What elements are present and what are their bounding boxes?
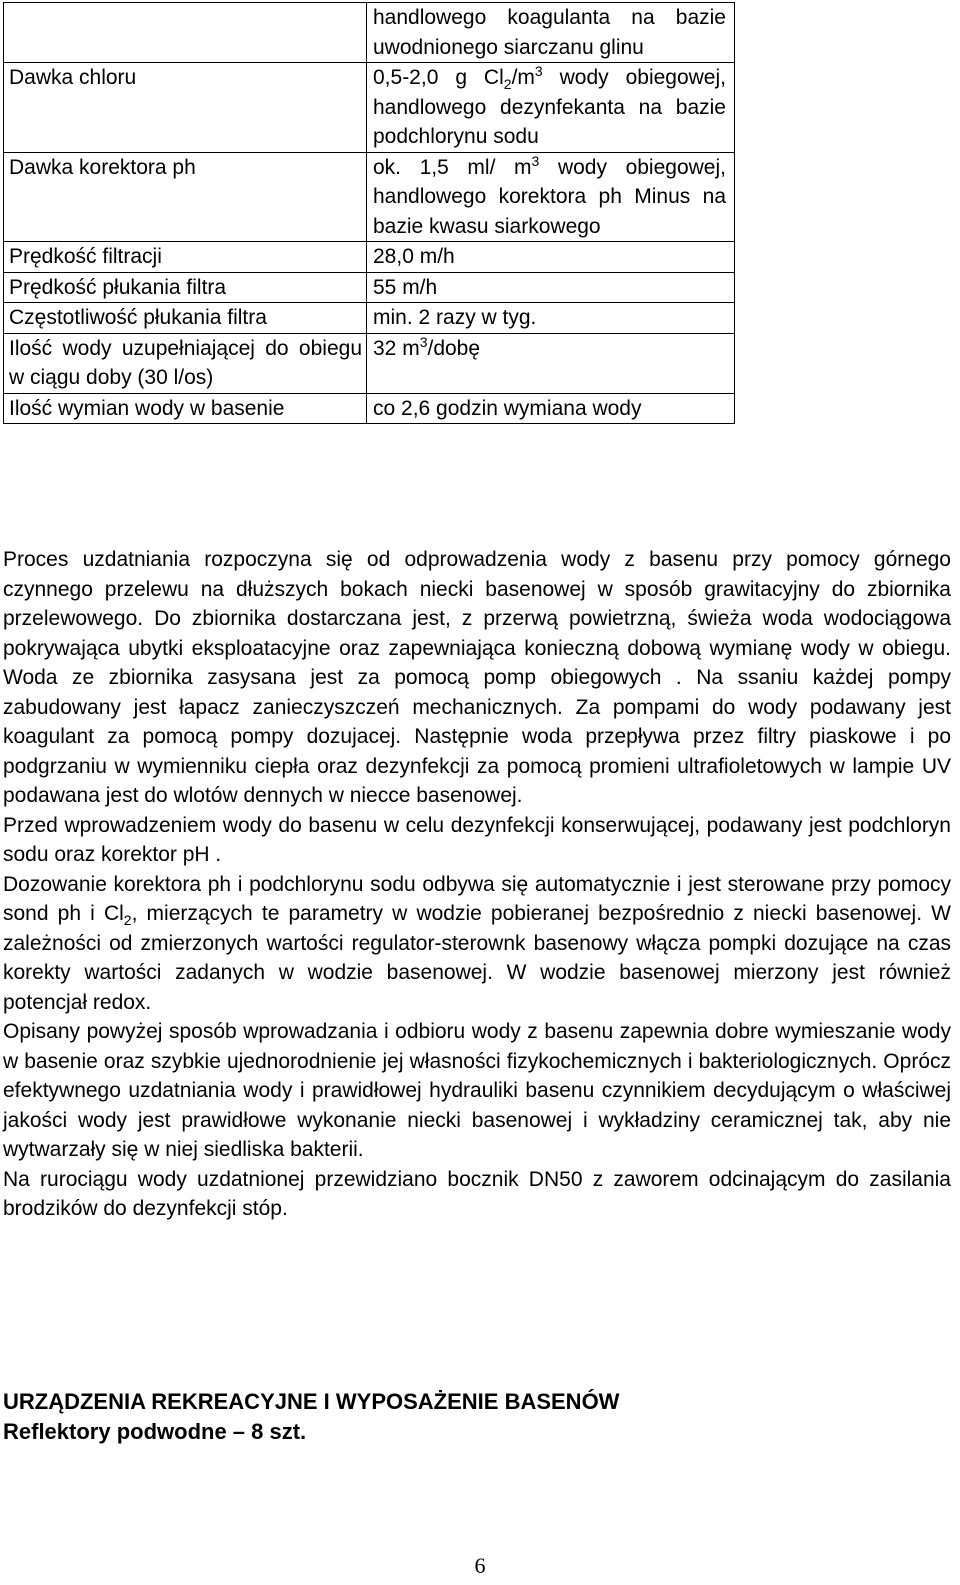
section-title: URZĄDZENIA REKREACYJNE I WYPOSAŻENIE BASENÓW: [3, 1389, 620, 1414]
table-row: [4, 152, 735, 242]
superscript: 3: [419, 333, 428, 350]
value-text: ok. 1,5 ml/ m: [373, 155, 532, 179]
table-cell-value: co 2,6 godzin wymiana wody: [367, 393, 735, 424]
subscript: 2: [123, 912, 132, 929]
table-cell-label: Ilość wody uzupełniającej do obiegu w ciągu doby (30 l/os): [4, 333, 367, 393]
table-row: [4, 393, 735, 424]
table-row: [4, 63, 735, 153]
table-cell-label: Dawka chloru: [4, 63, 367, 153]
parameters-table: [3, 2, 735, 424]
table-row: [4, 272, 735, 303]
value-text: wody obiegowej, handlowego dezynfekanta na bazie podchlorynu sodu: [373, 66, 726, 148]
table-cell-value: [367, 63, 735, 153]
paragraph: Przed wprowadzeniem wody do basenu w celu dezynfekcji konserwującej, podawany jest podchloryn sodu oraz korektor pH .: [3, 813, 951, 866]
page-number: 6: [474, 1553, 486, 1578]
section-heading: [3, 1387, 951, 1447]
paragraph: [3, 870, 951, 1018]
table-cell-value: [367, 152, 735, 242]
table-cell-label: Dawka korektora ph: [4, 152, 367, 242]
superscript: 3: [534, 63, 543, 79]
table-row: [4, 333, 735, 393]
table-row: [4, 3, 735, 63]
table-cell-value: 28,0 m/h: [367, 242, 735, 273]
superscript: 3: [531, 152, 540, 169]
section-subtitle: Reflektory podwodne – 8 szt.: [3, 1419, 307, 1444]
value-text: wody obiegowej, handlowego korektora ph Minus na bazie kwasu siarkowego: [373, 155, 726, 238]
value-text: 32 m: [373, 336, 420, 360]
paragraph: Opisany powyżej sposób wprowadzania i odbioru wody z basenu zapewnia dobre wymieszanie wody w basenie oraz szybkie ujednorodnienie jej własności fizykochemicznych i bakteriologicznych. Oprócz efektywnego uzdatniania wody i prawidłowej hydrauliki basenu czynnikiem decydującym o właściwej jakości wody jest prawidłowe wykonanie niecki basenowej i wykładziny ceramicznej tak, aby nie wytwarzały się w niej siedliska bakterii.: [3, 1020, 951, 1161]
table-cell-value: [367, 333, 735, 393]
table-row: [4, 242, 735, 273]
subscript: 2: [503, 76, 512, 93]
table-cell-label: Prędkość filtracji: [4, 242, 367, 273]
body-text: [3, 545, 951, 1224]
paragraph-text: Dozowanie korektora ph i podchlorynu sodu odbywa się automatycznie i jest sterowane przy pomocy sond ph i Cl: [3, 872, 951, 925]
table-cell-label: Ilość wymian wody w basenie: [4, 393, 367, 424]
table-row: [4, 303, 735, 334]
table-cell-label: [4, 3, 367, 63]
paragraph-text: , mierzących te parametry w wodzie pobieranej bezpośrednio z niecki basenowej. W zależności od zmierzonych wartości regulator-sterownk basenowy włącza pompki dozujące na czas korekty wartości zadanych w wodzie basenowej. W wodzie basenowej mierzony jest również potencjał redox.: [3, 902, 951, 1014]
table-cell-value: min. 2 razy w tyg.: [367, 303, 735, 334]
table-cell-label: Prędkość płukania filtra: [4, 272, 367, 303]
paragraph: Proces uzdatniania rozpoczyna się od odprowadzenia wody z basenu przy pomocy górnego czynnego przelewu na dłuższych bokach niecki basenowej w sposób grawitacyjny do zbiornika przelewowego. Do zbiornika dostarczana jest, z przerwą powietrzną, świeża woda wodociągowa pokrywająca ubytki eksploatacyjne oraz zapewniająca konieczną dobową wymianę wody w obiegu. Woda ze zbiornika zasysana jest za pomocą pomp obiegowych . Na ssaniu każdej pompy zabudowany jest łapacz zanieczyszczeń mechanicznych. Za pompami do wody podawany jest koagulant za pomocą pompy dozujacej. Następnie woda przepływa przez filtry piaskowe i po podgrzaniu w wymienniku ciepła oraz dezynfekcji za pomocą promieni ultrafioletowych w lampie UV podawana jest do wlotów dennych w niecce basenowej.: [3, 548, 951, 807]
value-text: 0,5-2,0 g Cl: [373, 66, 504, 89]
table-cell-label: Częstotliwość płukania filtra: [4, 303, 367, 334]
paragraph: Na rurociągu wody uzdatnionej przewidziano bocznik DN50 z zaworem odcinającym do zasilania brodzików do dezynfekcji stóp.: [3, 1167, 951, 1220]
table-cell-value: 55 m/h: [367, 272, 735, 303]
value-text: /dobę: [427, 336, 481, 360]
table-cell-value: handlowego koagulanta na bazie uwodnionego siarczanu glinu: [367, 3, 735, 63]
value-text: /m: [511, 66, 535, 89]
